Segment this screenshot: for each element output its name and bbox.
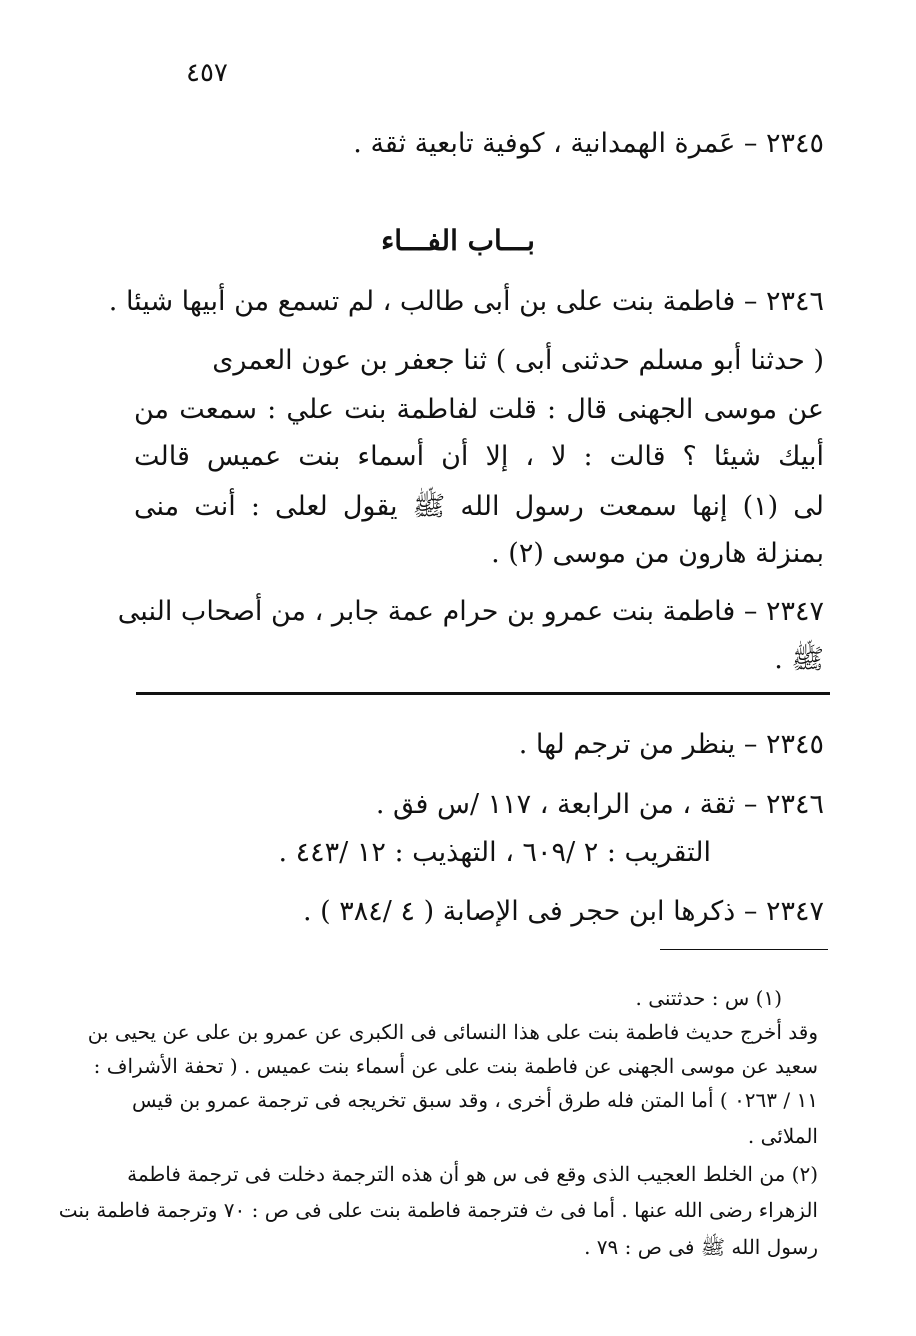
narration-line: لى (١) إنها سمعت رسول الله ﷺ يقول لعلى : أنت منى (134, 491, 824, 522)
narration-line: أبيك شيئا ؟ قالت : لا ، إلا أن أسماء بنت عميس قالت (134, 441, 824, 472)
footnote-2-line: (٢) من الخلط العجيب الذى وقع فى س هو أن هذه الترجمة دخلت فى ترجمة فاطمة (127, 1162, 818, 1186)
entry-2347: ٢٣٤٧ – فاطمة بنت عمرو بن حرام عمة جابر ، من أصحاب النبى (117, 596, 824, 627)
entry-2346: ٢٣٤٦ – فاطمة بنت على بن أبى طالب ، لم تسمع من أبيها شيئا . (108, 286, 824, 317)
note-2346: ٢٣٤٦ – ثقة ، من الرابعة ، ١١٧ /س فق . (375, 789, 824, 820)
footnote-line: وقد أخرج حديث فاطمة بنت على هذا النسائى فى الكبرى عن عمرو بن على عن يحيى بن (87, 1020, 818, 1044)
narration-line: بمنزلة هارون من موسى (٢) . (491, 538, 824, 569)
note-2347: ٢٣٤٧ – ذكرها ابن حجر فى الإصابة ( ٤ /٣٨٤ ) . (303, 896, 824, 927)
note-2346-references: التقريب : ٢ /٦٠٩ ، التهذيب : ١٢ /٤٤٣ . (278, 837, 711, 868)
footnote-divider (660, 949, 828, 950)
section-heading: بـــاب الفـــاء (381, 224, 535, 257)
footnote-2-line: رسول الله ﷺ فى ص : ٧٩ . (584, 1235, 818, 1259)
narration-line: عن موسى الجهنى قال : قلت لفاطمة بنت علي : سمعت من (134, 394, 824, 425)
footnote-2-line: الزهراء رضى الله عنها . أما فى ث فترجمة فاطمة بنت على فى ص : ٧٠ وترجمة فاطمة بنت (58, 1198, 818, 1222)
footnote-line: الملائى . (747, 1124, 818, 1148)
notes-divider (136, 692, 830, 695)
footnote-1-marker: (١) س : حدثتنى . (635, 986, 782, 1010)
footnote-line: ١١ / ٠٢٦٣ ) أما المتن فله طرق أخرى ، وقد سبق تخريجه فى ترجمة عمرو بن قيس (132, 1088, 818, 1112)
note-2345: ٢٣٤٥ – ينظر من ترجم لها . (518, 729, 824, 760)
entry-2347-continuation: ﷺ . (774, 644, 824, 675)
footnote-line: سعيد عن موسى الجهنى عن فاطمة بنت على عن أسماء بنت عميس . ( تحفة الأشراف : (93, 1054, 818, 1078)
entry-2345: ٢٣٤٥ – عَمرة الهمدانية ، كوفية تابعية ثقة . (353, 128, 824, 159)
narration-line: ( حدثنا أبو مسلم حدثنى أبى ) ثنا جعفر بن عون العمرى (212, 345, 824, 376)
page-number: ٤٥٧ (186, 58, 228, 88)
